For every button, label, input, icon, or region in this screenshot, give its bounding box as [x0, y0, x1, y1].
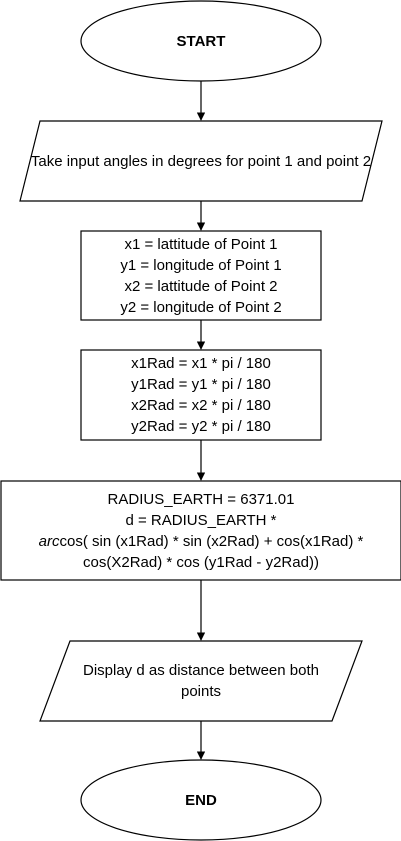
assign-line: y1 = longitude of Point 1 — [120, 256, 282, 274]
convert-line: y2Rad = y2 * pi / 180 — [131, 418, 271, 435]
arc-italic: arc — [38, 532, 60, 550]
output-step-label — [72, 641, 330, 721]
compute-line-radius: RADIUS_EARTH = 6371.01 — [107, 490, 295, 508]
input-step-text: Take input angles in degrees for point 1 and point 2 — [30, 152, 372, 170]
arccos-rest: cos( sin (x1Rad) * sin (x2Rad) + cos(x1Rad) * — [59, 532, 364, 550]
start-text: START — [176, 32, 226, 50]
compute-line-arccos — [39, 531, 364, 552]
convert-line: x1Rad = x1 * pi / 180 — [131, 355, 271, 372]
assign-line: x1 = lattitude of Point 1 — [124, 235, 278, 253]
input-step-label — [22, 121, 380, 201]
assign-line: y2 = longitude of Point 2 — [120, 298, 282, 316]
compute-step-label — [1, 481, 401, 580]
convert-step-label — [81, 350, 321, 440]
compute-line-cos: cos(X2Rad) * cos (y1Rad - y2Rad)) — [83, 553, 319, 571]
compute-line-distance: d = RADIUS_EARTH * — [125, 511, 277, 529]
assign-line: x2 = lattitude of Point 2 — [124, 277, 278, 295]
output-step-text: Display d as distance between both points — [83, 662, 319, 700]
end-text: END — [185, 791, 217, 809]
start-label — [81, 1, 321, 81]
convert-line: x2Rad = x2 * pi / 180 — [131, 397, 271, 414]
assign-step-label — [81, 231, 321, 320]
convert-line: y1Rad = y1 * pi / 180 — [131, 376, 271, 393]
end-label — [81, 760, 321, 840]
